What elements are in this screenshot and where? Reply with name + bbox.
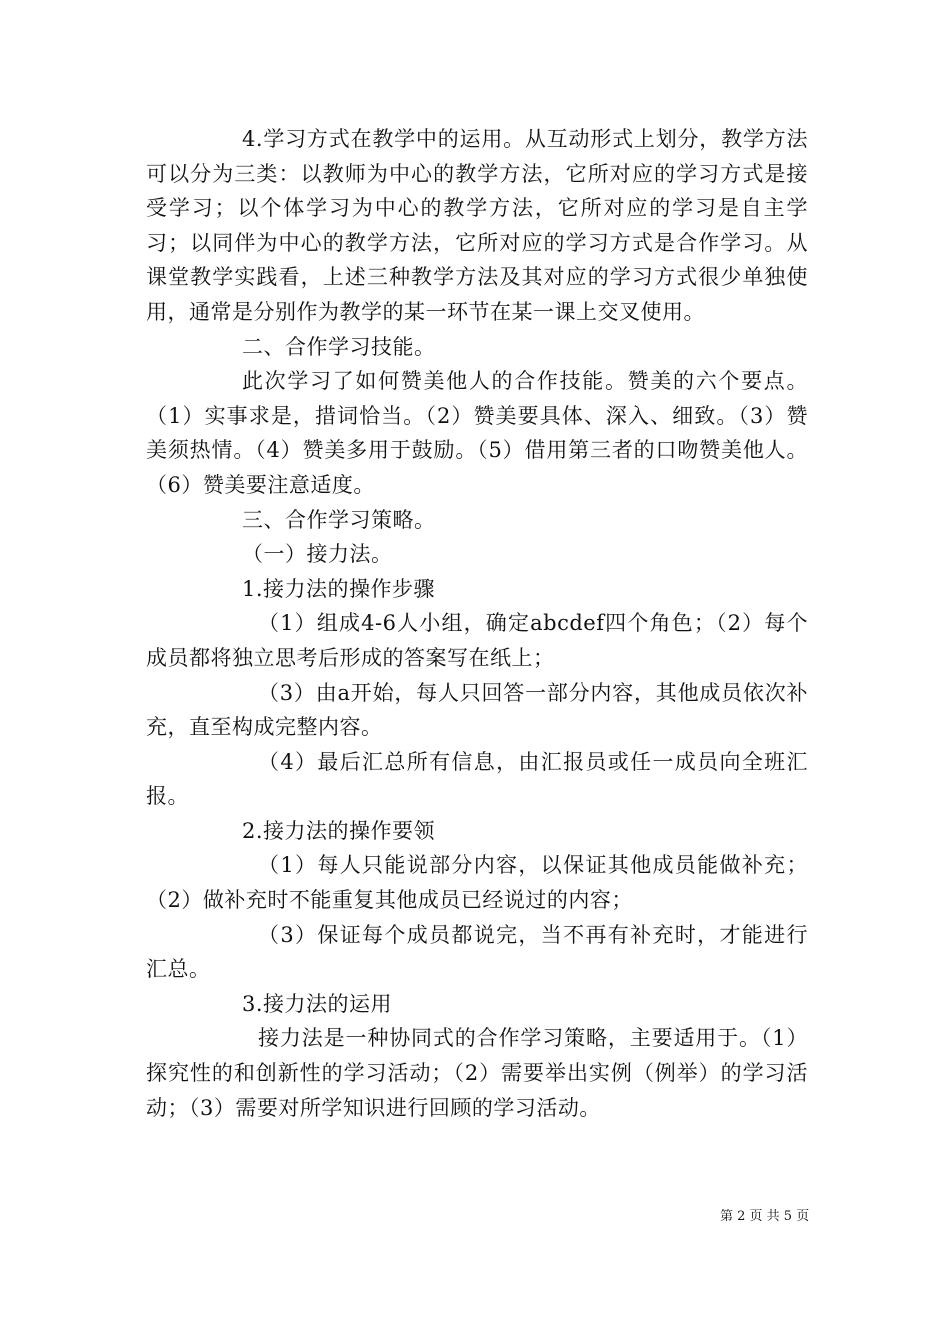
paragraph-learning-methods: 4.学习方式在教学中的运用。从互动形式上划分，教学方法可以分为三类：以教师为中心的教学方法，它所对应的学习方式是接受学习；以个体学习为中心的教学方法，它所对应的学习是自主学习；以同伴为中心的教学方法，它所对应的学习方式是合作学习。从课堂教学实践看，上述三种教学方法及其对应的学习方式很少单独使用，通常是分别作为教学的某一环节在某一课上交叉使用。 xyxy=(146,127,808,324)
paragraph-relay-step-1-2: （1）组成4-6人小组，确定abcdef四个角色；（2）每个成员都将独立思考后形成的答案写在纸上； xyxy=(146,611,808,670)
document-body xyxy=(146,122,808,1125)
paragraph-relay-step-4: （4）最后汇总所有信息，由汇报员或任一成员向全班汇报。 xyxy=(146,749,808,809)
heading-relay-application: 3.接力法的运用 xyxy=(242,991,393,1016)
paragraph-praise-points: 此次学习了如何赞美他人的合作技能。赞美的六个要点。（1）实事求是，措词恰当。（2）赞美要具体、深入、细致。（3）赞美须热情。（4）赞美多用于鼓励。（5）借用第三者的口吻赞美他人。（6）赞美要注意适度。 xyxy=(146,369,808,497)
heading-relay-steps: 1.接力法的操作步骤 xyxy=(242,576,436,601)
paragraph-relay-essential-1-2: （1）每人只能说部分内容，以保证其他成员能做补充；（2）做补充时不能重复其他成员已经说过的内容； xyxy=(146,853,808,913)
heading-cooperative-strategies: 三、合作学习策略。 xyxy=(242,507,436,532)
paragraph-relay-step-3: （3）由a开始，每人只回答一部分内容，其他成员依次补充，直至构成完整内容。 xyxy=(146,680,808,740)
paragraph-relay-application: 接力法是一种协同式的合作学习策略，主要适用于。（1）探究性的和创新性的学习活动；（2）需要举出实例（例举）的学习活动；（3）需要对所学知识进行回顾的学习活动。 xyxy=(146,1026,808,1120)
paragraph-relay-essential-3: （3）保证每个成员都说完，当不再有补充时，才能进行汇总。 xyxy=(146,922,808,982)
heading-relay-essentials: 2.接力法的操作要领 xyxy=(242,818,436,843)
heading-cooperative-skills: 二、合作学习技能。 xyxy=(242,334,436,359)
page-number: 第 2 页 共 5 页 xyxy=(720,1209,810,1224)
heading-relay-method: （一）接力法。 xyxy=(242,542,393,567)
